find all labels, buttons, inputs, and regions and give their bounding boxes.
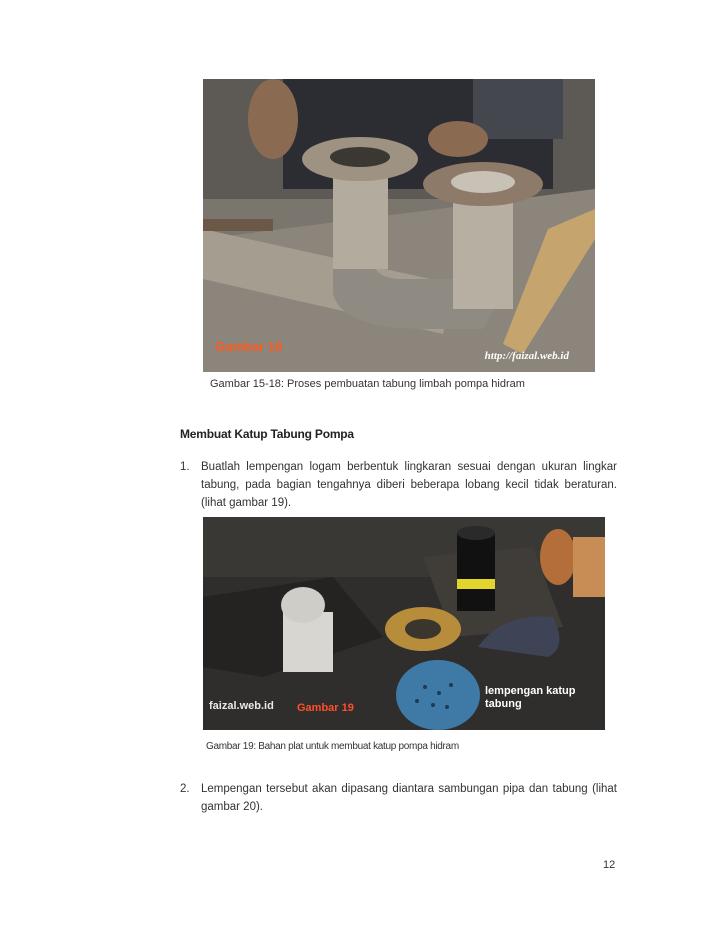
figure-18-photo <box>203 79 595 372</box>
list-item-number: 1. <box>180 461 190 473</box>
figure-19-overlay-text: lempengan katup tabung <box>485 685 576 710</box>
section-heading: Membuat Katup Tabung Pompa <box>180 427 354 441</box>
list-item-number: 2. <box>180 783 190 795</box>
list-item-text: Lempengan tersebut akan dipasang diantara sambungan pipa dan tabung (lihat gambar 20). <box>201 783 617 813</box>
page-number: 12 <box>603 859 616 871</box>
list-item-text: Buatlah lempengan logam berbentuk lingkaran sesuai dengan ukuran lingkar tabung, pada bagian tengahnya diberi beberapa lobang kecil tidak beraturan. (lihat gambar 19). <box>201 461 617 509</box>
figure-19-caption: Gambar 19: Bahan plat untuk membuat katup pompa hidram <box>206 741 459 752</box>
figure-18-overlay-label: Gambar 18 <box>215 339 283 354</box>
figure-19-photo <box>203 517 605 730</box>
figure-19-overlay-label: Gambar 19 <box>297 702 354 714</box>
pipe-fabrication-image <box>203 79 595 372</box>
list-item <box>180 780 617 816</box>
figure-19-watermark: faizal.web.id <box>209 700 274 712</box>
figure-18-caption: Gambar 15-18: Proses pembuatan tabung limbah pompa hidram <box>210 378 525 390</box>
figure-18-watermark: http://faizal.web.id <box>484 350 569 362</box>
list-item <box>180 458 617 512</box>
